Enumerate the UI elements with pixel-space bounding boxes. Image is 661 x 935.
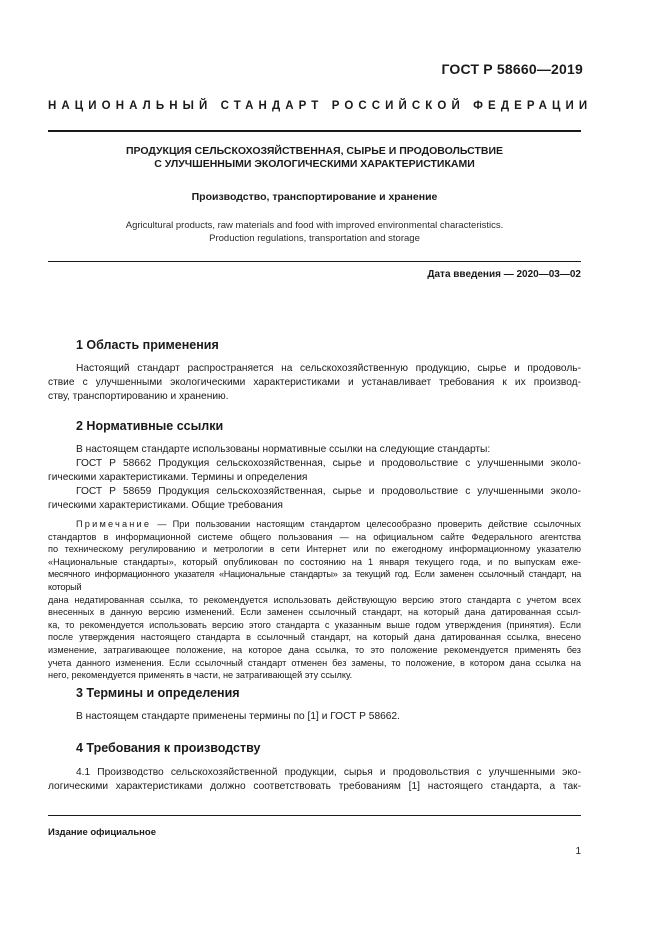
text-line: месячного информационного указателя «Национальные стандарты» за текущий год. Если заменен ссылочный стандарт, на который — [48, 569, 581, 592]
text-line: гическими характеристиками. Общие требования — [48, 500, 283, 511]
official-edition-label: Издание официальное — [48, 827, 156, 838]
national-standard-banner: НАЦИОНАЛЬНЫЙ СТАНДАРТ РОССИЙСКОЙ ФЕДЕРАЦИИ — [48, 100, 593, 112]
text-line: него, рекомендуется применять в части, не затрагивающей эту ссылку. — [48, 670, 353, 681]
section-2-note — [48, 518, 581, 682]
text-line: после утверждения настоящего стандарта в ссылочный стандарт, на который дана датированная ссылка, внесено — [48, 632, 581, 643]
english-title — [48, 219, 581, 245]
section-3-body — [48, 710, 581, 724]
text-line: учета данного изменения. Если ссылочный стандарт отменен без замены, то положение, в котором дана ссылка на — [48, 657, 581, 668]
note-label: Примечание — [76, 519, 152, 529]
text-line: ка, то рекомендуется использовать версию этого стандарта с указанным выше годом утверждения (принятия). Если — [48, 619, 581, 630]
section-4-body — [48, 766, 581, 794]
footer-rule — [48, 815, 581, 816]
section-2-heading: 2 Нормативные ссылки — [76, 419, 224, 433]
title-line-2: С УЛУЧШЕННЫМИ ЭКОЛОГИЧЕСКИМИ ХАРАКТЕРИСТИКАМИ — [154, 158, 475, 170]
document-subtitle: Производство, транспортирование и хранение — [191, 191, 438, 203]
introduction-date: Дата введения — 2020—03—02 — [427, 269, 581, 280]
section-4-heading: 4 Требования к производству — [76, 741, 261, 755]
section-3-heading: 3 Термины и определения — [76, 686, 240, 700]
document-title — [48, 145, 581, 171]
text-line: стандартов в информационной системе общего пользования — на официальном сайте Федерального агентства — [48, 531, 581, 542]
text-line: В настоящем стандарте применены термины по [1] и ГОСТ Р 58662. — [76, 711, 400, 722]
text-line: Настоящий стандарт распространяется на сельскохозяйственную продукцию, сырье и продоволь- — [76, 363, 581, 374]
section-1-body — [48, 362, 581, 404]
header-rule — [48, 130, 581, 132]
text-line: «Национальные стандарты», который опубликован по состоянию на 1 января текущего года, и по выпускам еже- — [48, 556, 581, 567]
text-line: В настоящем стандарте использованы нормативные ссылки на следующие стандарты: — [76, 444, 491, 455]
text-line: ствие с улучшенными экологическими характеристиками и устанавливает требования к их производ- — [48, 377, 581, 388]
text-line: ГОСТ Р 58662 Продукция сельскохозяйственная, сырье и продовольствие с улучшенными эколо- — [76, 458, 581, 469]
english-title-line-1: Agricultural products, raw materials and food with improved environmental characteristics. — [125, 220, 504, 231]
text-line: логическими характеристиками должно соответствовать требованиям [1] настоящего стандарта, а так- — [48, 781, 581, 792]
english-title-line-2: Production regulations, transportation and storage — [209, 233, 420, 244]
text-line: по техническому регулированию и метрологии в сети Интернет или по ежегодному информационному указателю — [48, 544, 581, 555]
text-line: — При пользовании настоящим стандартом целесообразно проверить действие ссылочных — [157, 519, 581, 529]
title-rule — [48, 261, 581, 262]
text-line: внесенных в данную версию изменений. Если заменен ссылочный стандарт, на который дана датированная ссыл- — [48, 607, 581, 618]
text-line: ГОСТ Р 58659 Продукция сельскохозяйственная, сырье и продовольствие с улучшенными эколо- — [76, 486, 581, 497]
page-number: 1 — [575, 846, 581, 857]
text-line: дана недатированная ссылка, то рекомендуется использовать действующую версию этого стандарта с учетом всех — [48, 594, 581, 605]
text-line: изменение, затрагивающее положение, на которое дана ссылка, то это положение рекомендуется применять без — [48, 644, 581, 655]
title-line-1: ПРОДУКЦИЯ СЕЛЬСКОХОЗЯЙСТВЕННАЯ, СЫРЬЕ И ПРОДОВОЛЬСТВИЕ — [125, 145, 504, 157]
text-line: гическими характеристиками. Термины и определения — [48, 472, 308, 483]
section-1-heading: 1 Область применения — [76, 338, 219, 352]
document-code: ГОСТ Р 58660—2019 — [441, 61, 583, 77]
section-2-body — [48, 443, 581, 513]
text-line: 4.1 Производство сельскохозяйственной продукции, сырья и продовольствия с улучшенными эко- — [76, 767, 581, 778]
text-line: ству, транспортированию и хранению. — [48, 391, 229, 402]
